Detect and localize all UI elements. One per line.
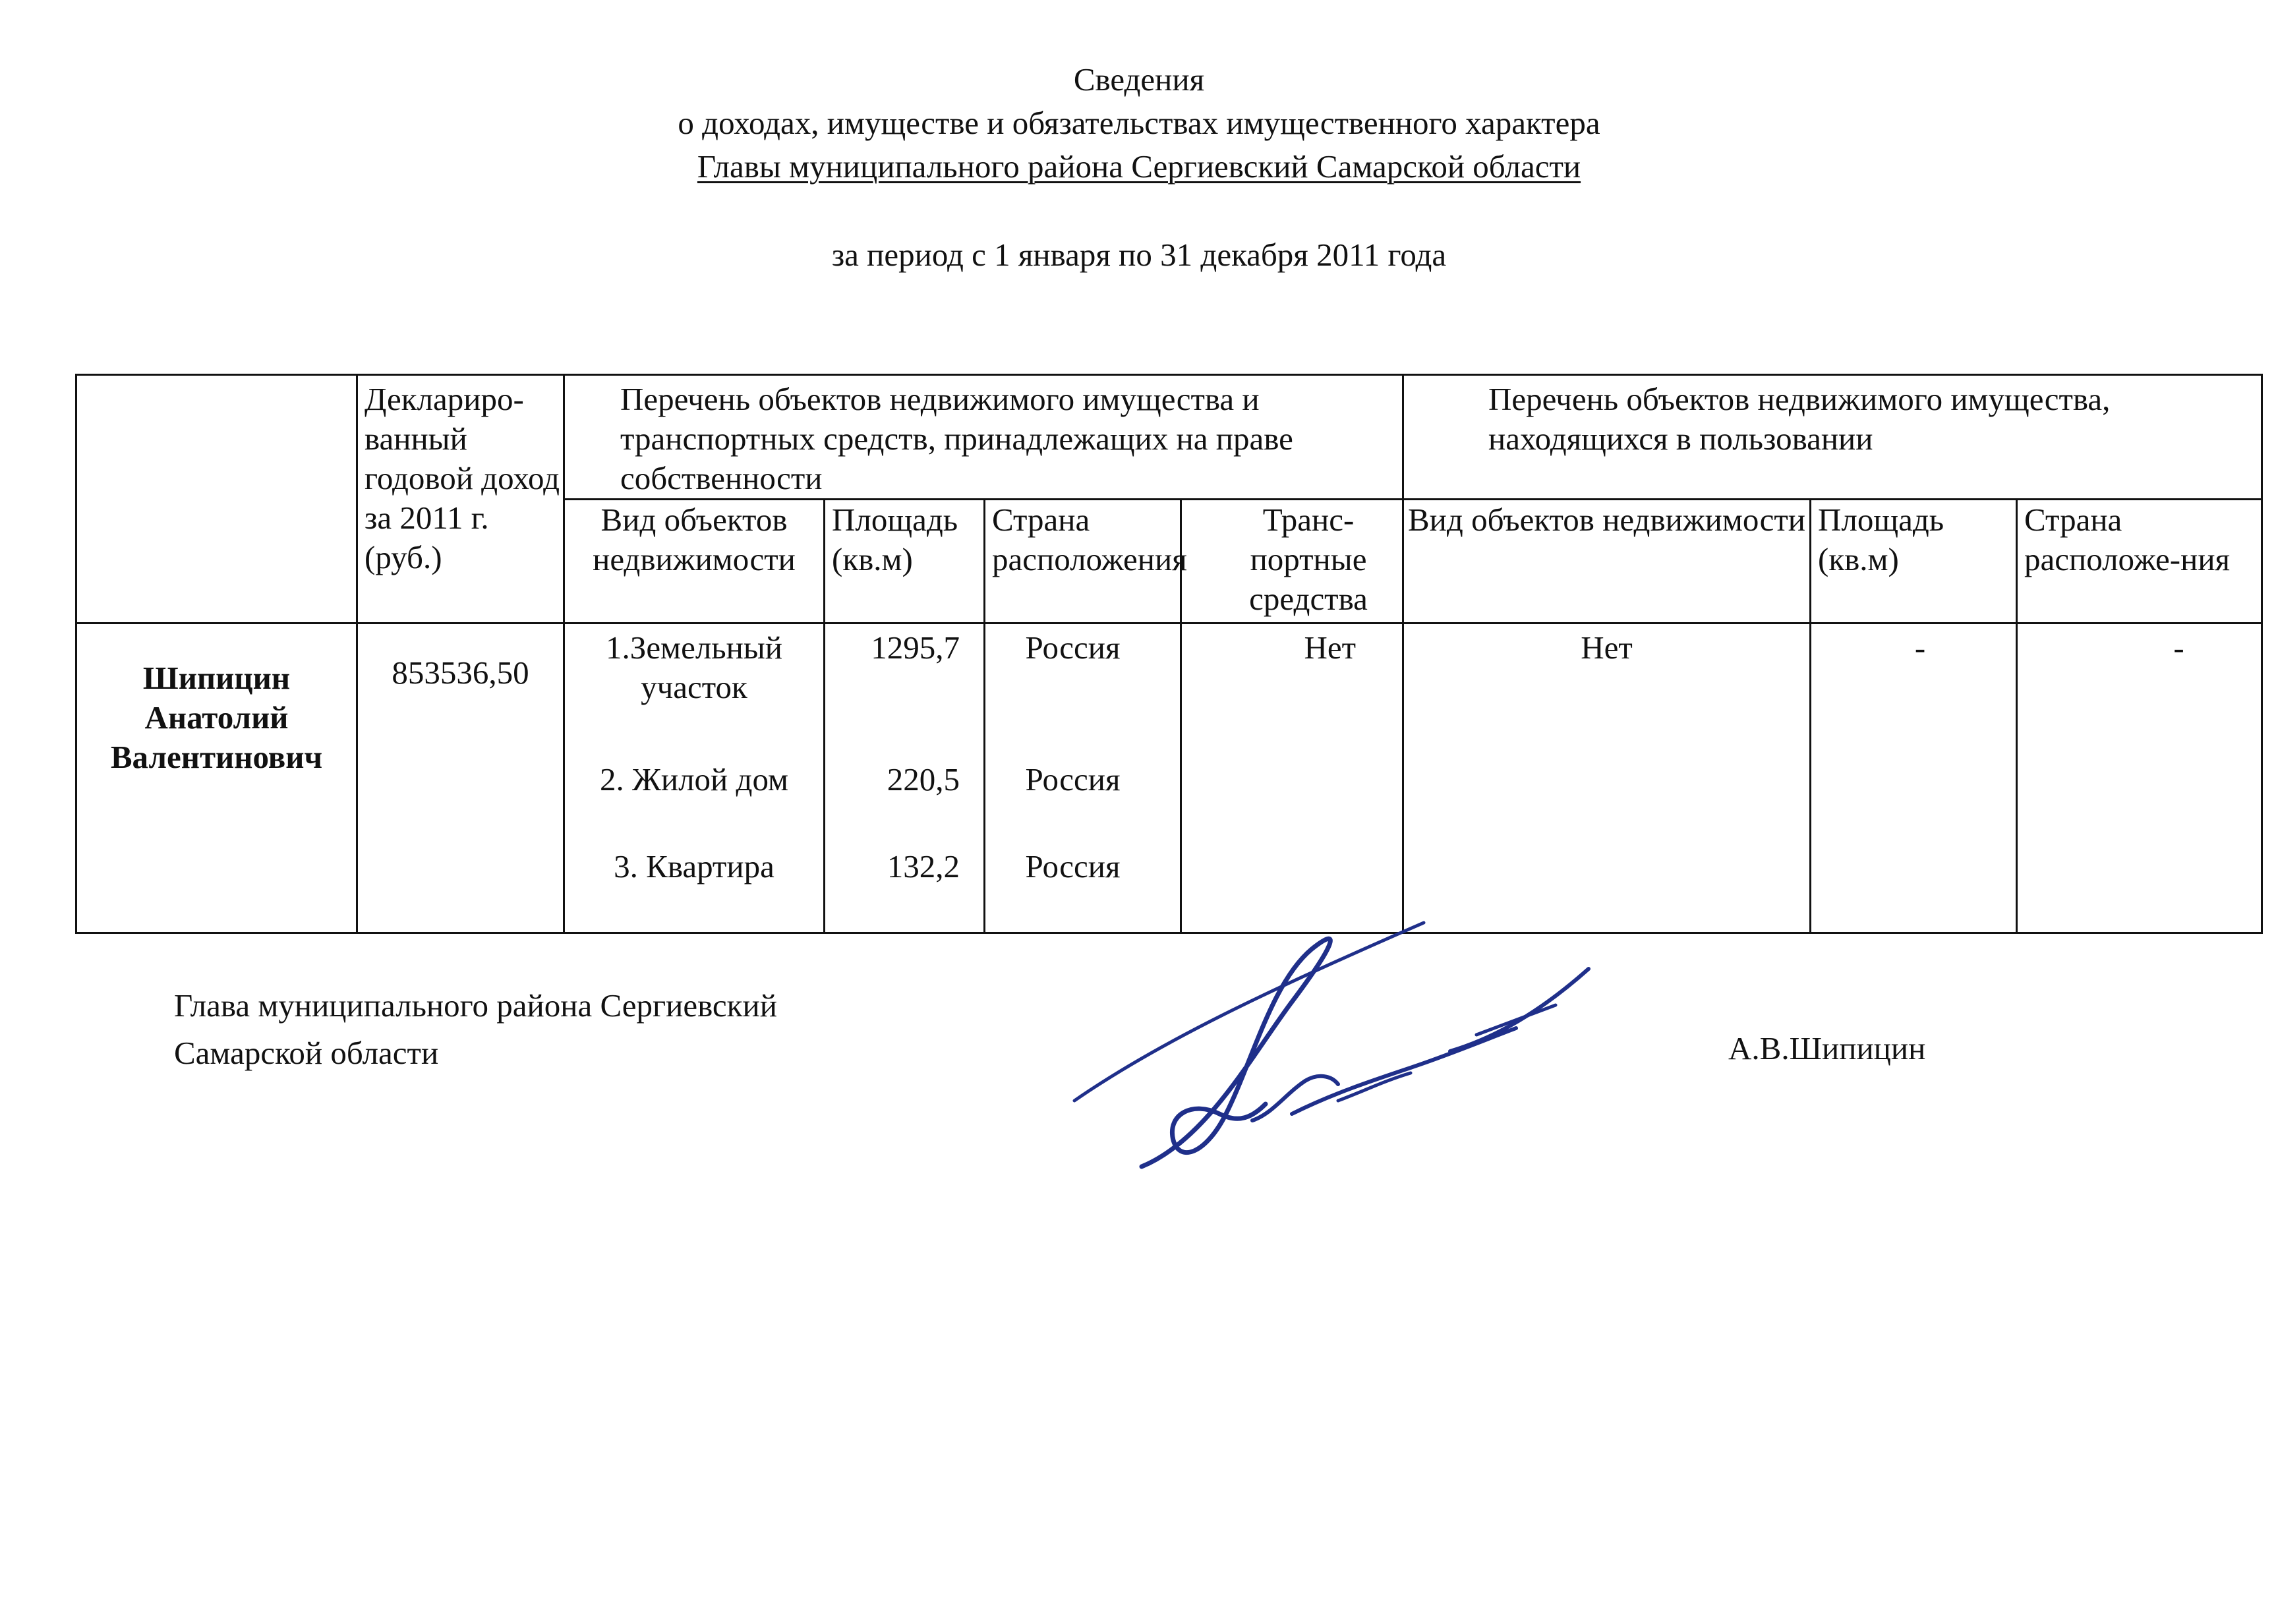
owned-object-area: 220,5 <box>887 761 960 798</box>
owned-object-area: 132,2 <box>887 848 960 884</box>
owned-types-cell <box>564 624 825 933</box>
owned-countries-cell <box>985 624 1181 933</box>
used-object-area: - <box>1811 624 2017 933</box>
owned-object-country: Россия <box>1025 848 1121 884</box>
header-used-area: Площадь (кв.м) <box>1811 500 2017 624</box>
owned-areas-cell <box>825 624 985 933</box>
header-used-group: Перечень объектов недвижимого имущества, находящихся в пользовании <box>1403 375 2262 500</box>
header-owned-group: Перечень объектов недвижимого имущества и транспортных средств, принадлежащих на праве собственности <box>564 375 1403 500</box>
used-object-type: Нет <box>1403 624 1811 933</box>
header-name-empty <box>76 375 357 624</box>
header-owned-type: Вид объектов недвижимости <box>564 500 825 624</box>
handwritten-signature <box>1055 903 1635 1186</box>
header-owned-transport: Транс-портные средства <box>1181 500 1403 624</box>
owned-object-area: 1295,7 <box>871 629 960 666</box>
declaration-table <box>75 374 2263 934</box>
document-heading <box>0 58 2278 188</box>
reporting-period: за период с 1 января по 31 декабря 2011 года <box>831 237 1447 273</box>
signatory-position-line2: Самарской области <box>174 1035 439 1071</box>
signer-name: А.В.Шипицин <box>1728 1030 1926 1066</box>
header-used-type: Вид объектов недвижимости <box>1403 500 1811 624</box>
header-owned-area: Площадь (кв.м) <box>825 500 985 624</box>
signatory-position-line1: Глава муниципального района Сергиевский <box>174 987 777 1024</box>
used-object-country: - <box>2017 624 2262 933</box>
owned-object-country: Россия <box>1025 761 1121 798</box>
owned-object-type: 2. Жилой дом <box>599 761 789 798</box>
declared-income: 853536,50 <box>357 624 564 933</box>
header-owned-country: Страна расположения <box>985 500 1181 624</box>
heading-subtitle: о доходах, имуществе и обязательствах имущественного характера <box>678 105 1600 141</box>
header-used-country: Страна расположе-ния <box>2017 500 2262 624</box>
heading-official: Главы муниципального района Сергиевский Самарской области <box>697 148 1581 185</box>
owned-object-country: Россия <box>1025 629 1121 666</box>
declarant-name: Шипицин Анатолий Валентинович <box>76 624 357 933</box>
owned-transport: Нет <box>1181 624 1403 933</box>
owned-object-type: 3. Квартира <box>614 848 774 884</box>
header-income: Деклариро-ванный годовой доход за 2011 г. (руб.) <box>357 375 564 624</box>
heading-title: Сведения <box>1073 61 1205 98</box>
owned-object-type: 1.Земельный участок <box>606 629 782 705</box>
signatory-position <box>174 982 777 1077</box>
